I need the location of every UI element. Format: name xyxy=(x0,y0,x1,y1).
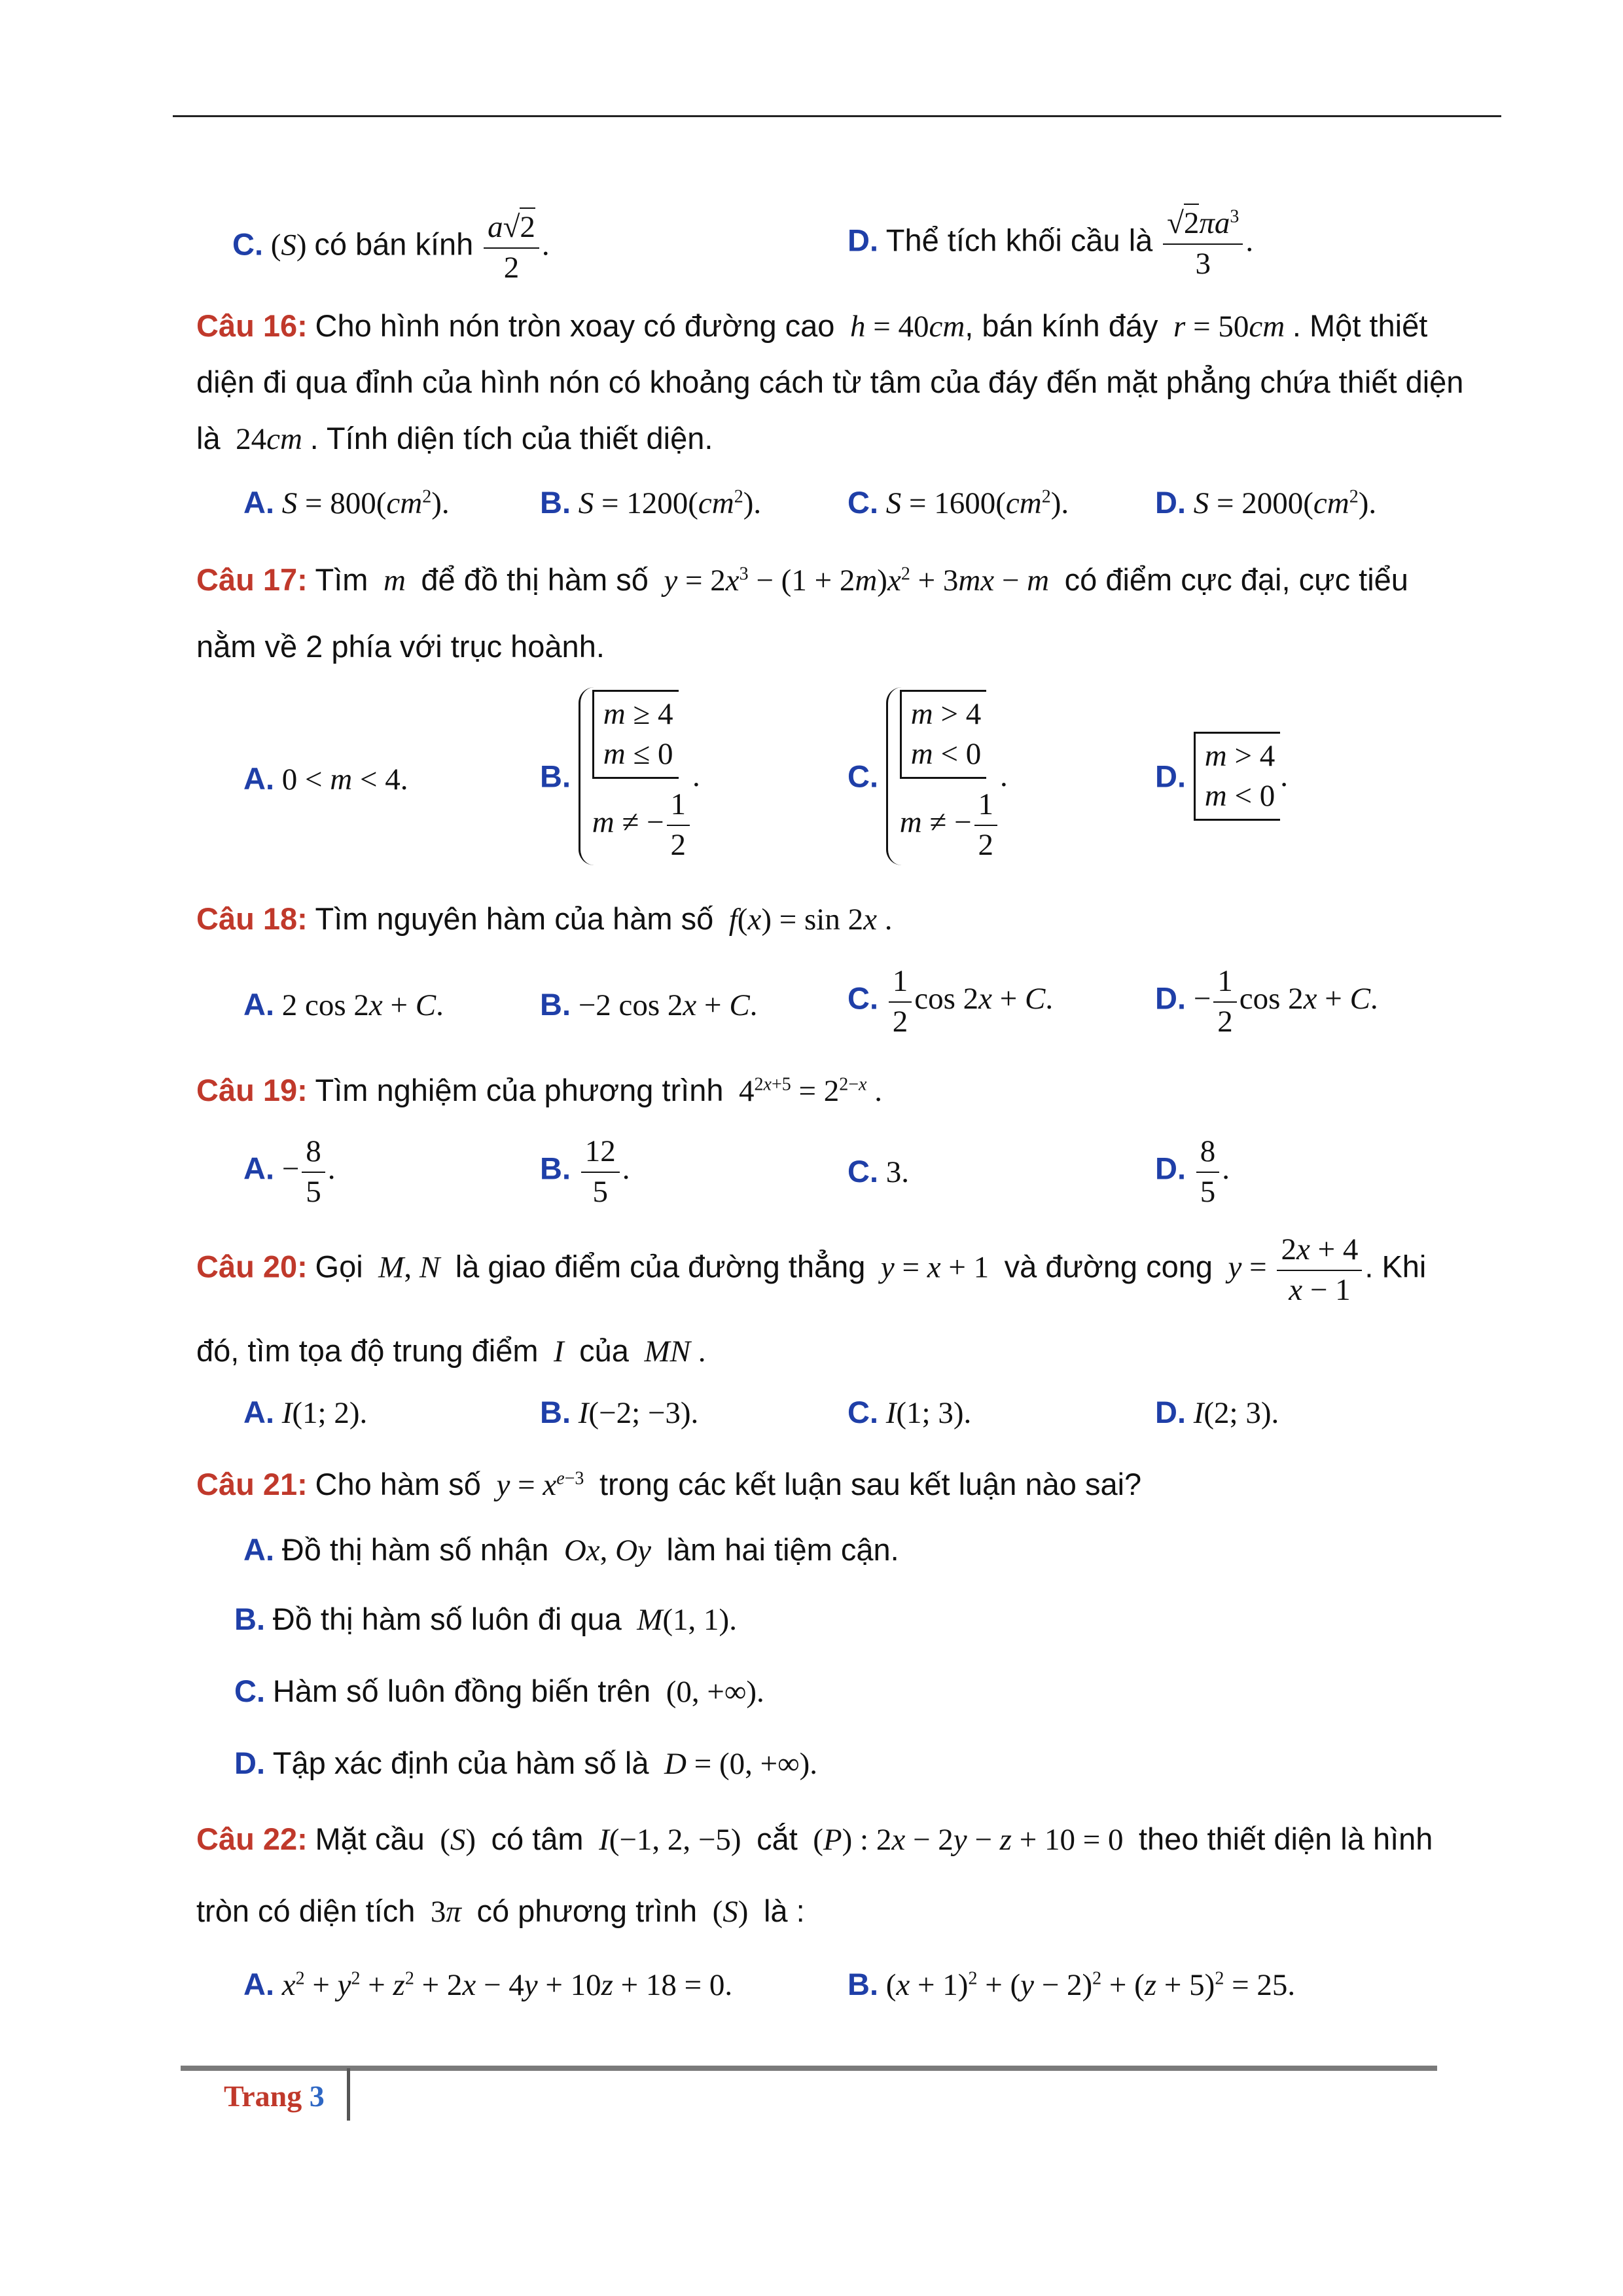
q22-a-label: A. xyxy=(243,1967,274,2001)
q21-line1: Câu 21: Cho hàm số $y = x^{e-3}$ trong các kết luận sau kết luận nào sai? xyxy=(196,1467,1142,1502)
q17-d-label: D. xyxy=(1155,759,1186,794)
q21-a-label: A. xyxy=(243,1532,274,1567)
q16-d-label: D. xyxy=(1155,485,1186,520)
q20-option-d: D. I(2; 3). xyxy=(1155,1395,1279,1430)
q22-text-4: theo thiết diện là hình xyxy=(1138,1821,1433,1856)
q21-a-text-2: làm hai tiệm cận. xyxy=(666,1532,899,1567)
q21-d-label: D. xyxy=(234,1746,265,1780)
q19-c-value: 3. xyxy=(885,1155,909,1189)
q16-line3: là 24cm . Tính diện tích của thiết diện. xyxy=(196,421,713,456)
q18-text: Tìm nguyên hàm của hàm số xyxy=(315,901,714,936)
q17-b-label: B. xyxy=(540,759,571,794)
q15-c-label: C. xyxy=(232,226,263,262)
q19-b-label: B. xyxy=(540,1151,571,1186)
q17-option-b: B. m ≥ 4 m ≤ 0 m ≠ − $\frac{1}{2}$ . xyxy=(540,687,700,865)
q22-line2: tròn có diện tích 3π có phương trình (S) là : xyxy=(196,1893,805,1929)
q20-b-label: B. xyxy=(540,1395,571,1429)
footer-rule xyxy=(181,2066,1437,2071)
q16-text-1c: . Một thiết xyxy=(1292,308,1428,343)
q21-option-c: C. Hàm số luôn đồng biến trên (0, +∞). xyxy=(234,1674,764,1709)
q22-b-label: B. xyxy=(847,1967,878,2001)
q16-line1: Câu 16: Cho hình nón tròn xoay có đường cao h = 40cm, bán kính đáy r = 50cm . Một thiết xyxy=(196,308,1428,344)
q16-option-d: D. $S = 2000(cm^2)$. xyxy=(1155,485,1377,520)
q18-a-label: A. xyxy=(243,987,274,1022)
q22-label: Câu 22: xyxy=(196,1821,308,1856)
q19-c-label: C. xyxy=(847,1154,878,1189)
q22-option-b: B. $(x + 1)^2 + (y - 2)^2 + (z + 5)^2 = 25$. xyxy=(847,1967,1296,2002)
q17-text-2: để đồ thị hàm số xyxy=(421,562,649,597)
q22-text-1: Mặt cầu xyxy=(315,1821,425,1856)
q21-label: Câu 21: xyxy=(196,1467,308,1501)
q18-d-label: D. xyxy=(1155,980,1186,1016)
q17-option-c: C. m > 4 m < 0 m ≠ − $\frac{1}{2}$ . xyxy=(847,687,1008,865)
q19-label: Câu 19: xyxy=(196,1073,308,1107)
q20-c-label: C. xyxy=(847,1395,878,1429)
q17-line1: Câu 17: Tìm m để đồ thị hàm số $y = 2x^3 - (1 + 2m)x^2 + 3mx - m$ có điểm cực đại, cực tiểu xyxy=(196,562,1408,598)
q17-c-label: C. xyxy=(847,759,878,794)
q20-option-a: A. I(1; 2). xyxy=(243,1395,368,1430)
q22-text-2c: là : xyxy=(763,1893,805,1928)
q15-option-d: D. Thể tích khối cầu là $\frac{√2\pi a^3}{3}$ . xyxy=(847,207,1253,281)
q20-label: Câu 20: xyxy=(196,1249,308,1284)
q18-option-b: B. −2 cos 2x + C. xyxy=(540,987,758,1022)
q22-text-2: có tâm xyxy=(491,1821,584,1856)
q18-c-label: C. xyxy=(847,980,878,1016)
q19-text: Tìm nghiệm của phương trình xyxy=(315,1073,724,1107)
q21-text-1: Cho hàm số xyxy=(315,1467,481,1501)
q20-text-2a: đó, tìm tọa độ trung điểm xyxy=(196,1333,539,1368)
q22-text-3: cắt xyxy=(757,1821,798,1856)
q16-b-label: B. xyxy=(540,485,571,520)
q20-text-2b: của xyxy=(579,1333,629,1368)
q16-c-label: C. xyxy=(847,485,878,520)
q16-a-label: A. xyxy=(243,485,274,520)
q18-option-c: C. $\frac{1}{2}$ cos 2x + C. xyxy=(847,964,1054,1039)
q21-b-text: Đồ thị hàm số luôn đi qua xyxy=(272,1602,622,1636)
q17-a-label: A. xyxy=(243,761,274,796)
q21-a-text-1: Đồ thị hàm số nhận xyxy=(281,1532,549,1567)
footer-page xyxy=(224,2079,325,2113)
q18-label: Câu 18: xyxy=(196,901,308,936)
q20-line1: Câu 20: Gọi M, N là giao điểm của đường thẳng y = x + 1 và đường cong y = $\frac{2x + 4}{x - 1}$ . Khi xyxy=(196,1232,1427,1307)
q21-c-label: C. xyxy=(234,1674,265,1708)
q20-a-label: A. xyxy=(243,1395,274,1429)
q18-option-a: A. 2 cos 2x + C. xyxy=(243,987,444,1022)
q16-option-a: A. $S = 800(cm^2)$. xyxy=(243,485,450,520)
q18-option-d: D. − $\frac{1}{2}$ cos 2x + C. xyxy=(1155,964,1378,1039)
q16-b-value: 1200 xyxy=(626,486,688,520)
q20-text-2: là giao điểm của đường thẳng xyxy=(455,1249,866,1284)
footer-divider xyxy=(347,2068,350,2121)
q20-option-c: C. I(1; 3). xyxy=(847,1395,972,1430)
q16-text-1b: , bán kính đáy xyxy=(965,308,1158,343)
q17-option-a: A. 0 < m < 4. xyxy=(243,761,408,797)
q21-d-text: Tập xác định của hàm số là xyxy=(272,1746,649,1780)
q19-option-d: D. $\frac{8}{5}$ . xyxy=(1155,1134,1230,1209)
q20-d-label: D. xyxy=(1155,1395,1186,1429)
q16-text-3a: là xyxy=(196,421,221,456)
q19-line1: Câu 19: Tìm nghiệm của phương trình $4^{2x+5} = 2^{2-x}$ . xyxy=(196,1073,882,1108)
q21-b-label: B. xyxy=(234,1602,265,1636)
q21-option-b: B. Đồ thị hàm số luôn đi qua M(1, 1). xyxy=(234,1602,737,1637)
q15-c-text: có bán kính xyxy=(314,226,474,262)
q16-a-value: 800 xyxy=(330,486,376,520)
q21-c-text: Hàm số luôn đồng biến trên xyxy=(272,1674,651,1708)
q19-option-b: B. $\frac{12}{5}$ . xyxy=(540,1134,630,1209)
q20-text-1: Gọi xyxy=(315,1249,363,1284)
q21-option-d: D. Tập xác định của hàm số là D = (0, +∞). xyxy=(234,1746,818,1781)
q16-text-3b: . Tính diện tích của thiết diện. xyxy=(310,421,713,456)
q16-label: Câu 16: xyxy=(196,308,308,343)
q20-option-b: B. I(−2; −3). xyxy=(540,1395,699,1430)
q22-line1: Câu 22: Mặt cầu (S) có tâm I(−1, 2, −5) cắt (P) : 2x − 2y − z + 10 = 0 theo thiết diện là hình xyxy=(196,1821,1433,1857)
q16-option-b: B. $S = 1200(cm^2)$. xyxy=(540,485,762,520)
q15-d-label: D. xyxy=(847,223,878,258)
q17-text-1: Tìm xyxy=(315,562,368,597)
q20-text-4: . Khi xyxy=(1364,1249,1427,1284)
q22-text-2b: có phương trình xyxy=(476,1893,698,1928)
q16-d-value: 2000 xyxy=(1241,486,1304,520)
q17-text-3: có điểm cực đại, cực tiểu xyxy=(1064,562,1408,597)
q18-line1: Câu 18: Tìm nguyên hàm của hàm số f(x) = sin 2x . xyxy=(196,901,893,937)
q19-d-label: D. xyxy=(1155,1151,1186,1186)
q17-line2: nằm về 2 phía với trục hoành. xyxy=(196,629,605,664)
q21-option-a: A. Đồ thị hàm số nhận Ox, Oy làm hai tiệm cận. xyxy=(243,1532,899,1568)
q19-a-label: A. xyxy=(243,1151,274,1186)
q15-d-text: Thể tích khối cầu là xyxy=(885,223,1153,258)
footer-page-label: Trang xyxy=(224,2079,302,2113)
q17-option-d: D. m > 4 m < 0. xyxy=(1155,732,1288,821)
q17-label: Câu 17: xyxy=(196,562,308,597)
q16-text-1a: Cho hình nón tròn xoay có đường cao xyxy=(315,308,835,343)
q20-line2: đó, tìm tọa độ trung điểm I của MN . xyxy=(196,1333,706,1369)
q19-option-c xyxy=(847,1153,909,1190)
q20-text-3: và đường cong xyxy=(1004,1249,1213,1284)
q16-option-c: C. $S = 1600(cm^2)$. xyxy=(847,485,1069,520)
q16-c-value: 1600 xyxy=(934,486,996,520)
q22-option-a: A. $x^2 + y^2 + z^2 + 2x - 4y + 10z + 18 = 0$. xyxy=(243,1967,733,2002)
q21-text-2: trong các kết luận sau kết luận nào sai? xyxy=(599,1467,1142,1501)
q16-line2: diện đi qua đỉnh của hình nón có khoảng cách từ tâm của đáy đến mặt phẳng chứa thiết diện xyxy=(196,365,1464,399)
footer-page-number: 3 xyxy=(309,2079,325,2113)
q18-b-label: B. xyxy=(540,987,571,1022)
header-rule xyxy=(173,115,1501,117)
q19-option-a: A. − $\frac{8}{5}$ . xyxy=(243,1134,336,1209)
q15-option-c: C. (S) có bán kính $\frac{a√2}{2}$ . xyxy=(232,211,550,285)
q22-text-2a: tròn có diện tích xyxy=(196,1893,416,1928)
